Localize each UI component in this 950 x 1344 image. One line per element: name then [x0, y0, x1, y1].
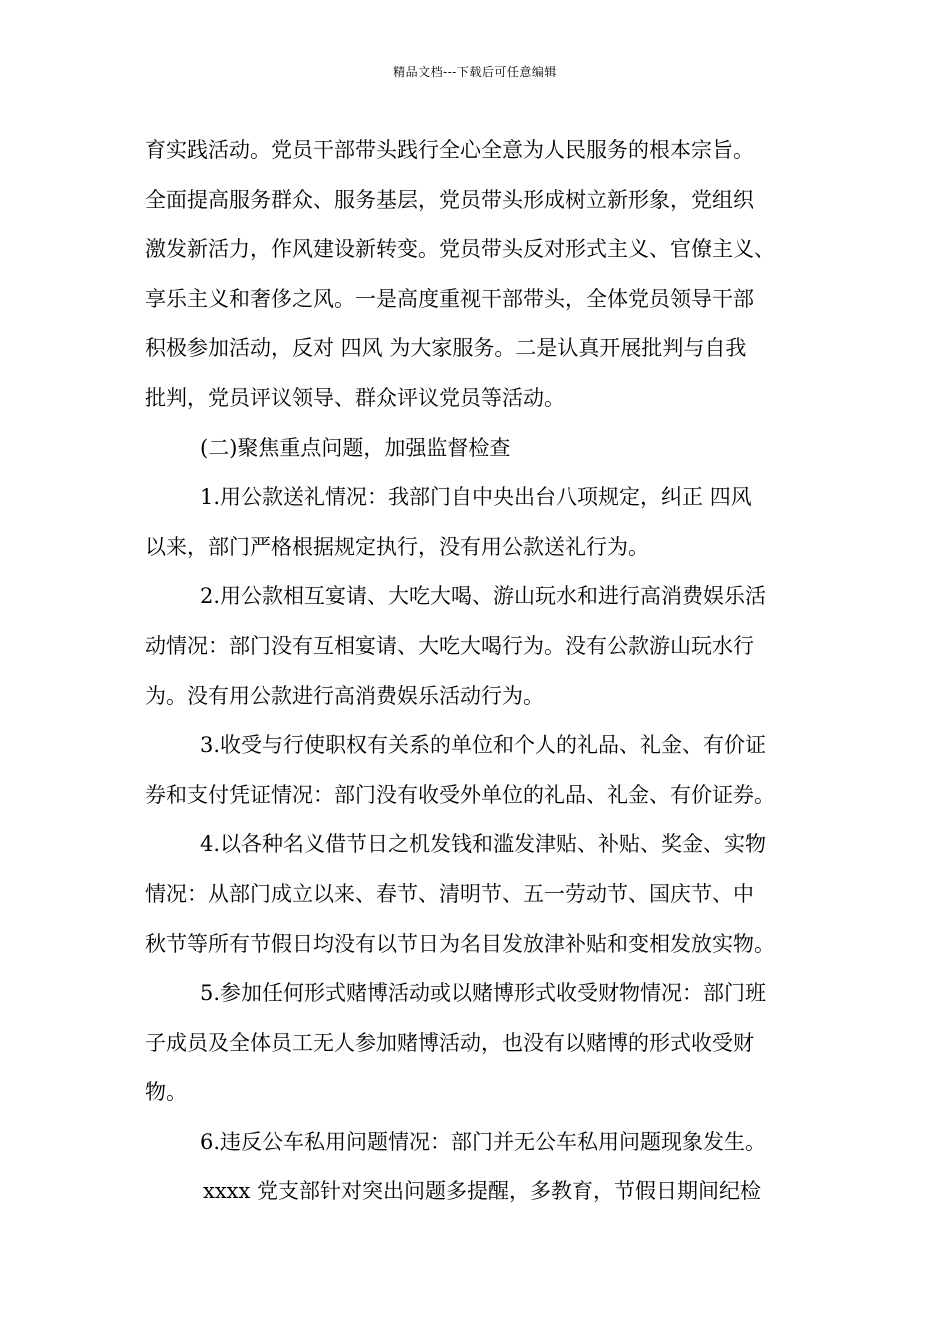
text-line: xxxx 党支部针对突出问题多提醒，多教育，节假日期间纪检: [203, 1179, 762, 1204]
text-line: 子成员及全体员工无人参加赌博活动，也没有以赌博的形式收受财: [145, 1030, 754, 1055]
text-line: 全面提高服务群众、服务基层，党员带头形成树立新形象，党组织: [145, 187, 754, 212]
text-line: 情况：从部门成立以来、春节、清明节、五一劳动节、国庆节、中: [145, 881, 754, 906]
text-line: 4.以各种名义借节日之机发钱和滥发津贴、补贴、奖金、实物: [200, 832, 767, 857]
text-line: 动情况：部门没有互相宴请、大吃大喝行为。没有公款游山玩水行: [145, 633, 754, 658]
text-line: 以来，部门严格根据规定执行，没有用公款送礼行为。: [145, 534, 649, 559]
text-line: 1.用公款送礼情况：我部门自中央出台八项规定，纠正 四风: [200, 485, 752, 510]
page-header: 精品文档---下载后可任意编辑: [393, 65, 557, 79]
text-line: 激发新活力，作风建设新转变。党员带头反对形式主义、官僚主义、: [145, 237, 775, 262]
document-body: [145, 126, 825, 1217]
section-heading: (二)聚焦重点问题，加强监督检查: [200, 435, 511, 460]
text-line: 积极参加活动，反对 四风 为大家服务。二是认真开展批判与自我: [145, 336, 747, 361]
text-line: 物。: [145, 1080, 187, 1105]
text-line: 6.违反公车私用问题情况：部门并无公车私用问题现象发生。: [200, 1129, 767, 1154]
text-line: 为。没有用公款进行高消费娱乐活动行为。: [145, 683, 544, 708]
text-line: 秋节等所有节假日均没有以节日为名目发放津补贴和变相发放实物。: [145, 931, 775, 956]
text-line: 批判，党员评议领导、群众评议党员等活动。: [145, 385, 565, 410]
text-line: 券和支付凭证情况：部门没有收受外单位的礼品、礼金、有价证券。: [145, 782, 775, 807]
text-line: 享乐主义和奢侈之风。一是高度重视干部带头，全体党员领导干部: [145, 286, 754, 311]
text-line: 5.参加任何形式赌博活动或以赌博形式收受财物情况：部门班: [200, 981, 767, 1006]
text-line: 3.收受与行使职权有关系的单位和个人的礼品、礼金、有价证: [200, 733, 767, 758]
text-line: 育实践活动。党员干部带头践行全心全意为人民服务的根本宗旨。: [145, 138, 754, 162]
text-line: 2.用公款相互宴请、大吃大喝、游山玩水和进行高消费娱乐活: [200, 584, 767, 609]
